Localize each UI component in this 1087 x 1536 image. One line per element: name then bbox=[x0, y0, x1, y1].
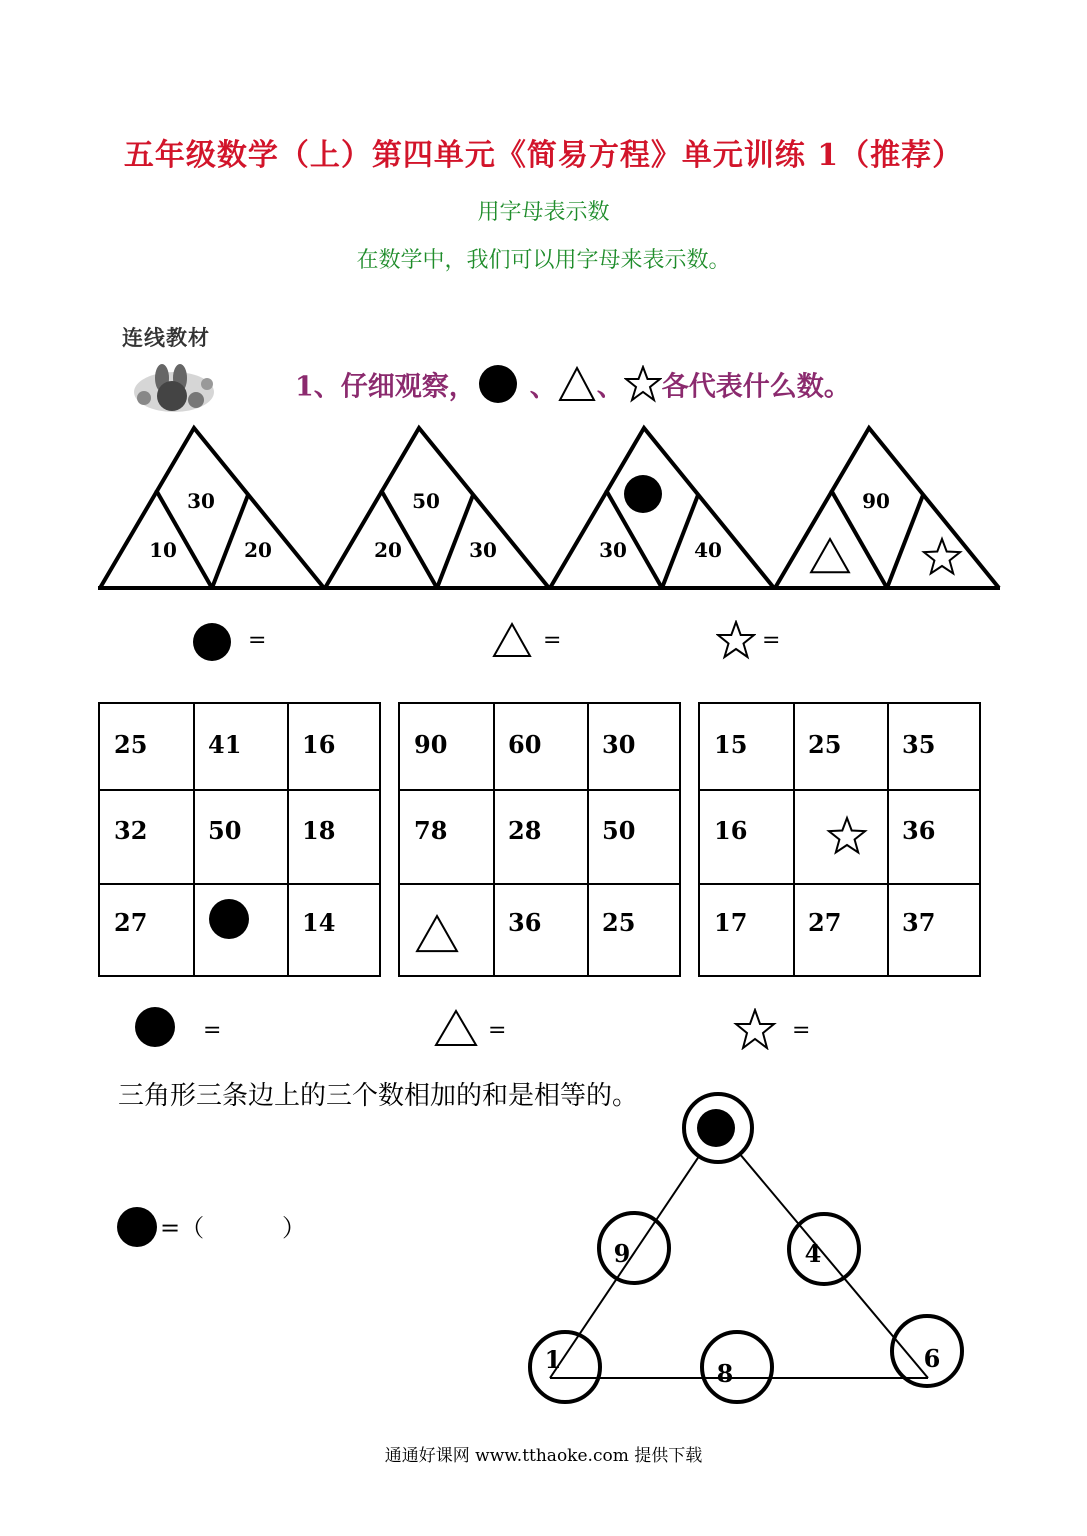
equals-sign: = bbox=[762, 628, 781, 653]
grid-cell: 37 bbox=[902, 908, 936, 937]
node-number: 4 bbox=[804, 1239, 822, 1268]
grid-cell: 36 bbox=[902, 816, 936, 845]
filled-circle-icon bbox=[476, 362, 520, 406]
number-node bbox=[789, 1214, 859, 1284]
triangle-icon bbox=[557, 364, 597, 404]
triangle-icon bbox=[433, 1008, 479, 1048]
node-number: 6 bbox=[923, 1344, 941, 1373]
grid-cell: 32 bbox=[114, 816, 148, 845]
star-icon bbox=[624, 365, 662, 403]
number-triangle bbox=[100, 428, 324, 588]
filled-circle-icon bbox=[115, 1205, 159, 1249]
grid-cell: 35 bbox=[902, 730, 936, 759]
intro-text: 在数学中，我们可以用字母来表示数。 bbox=[356, 248, 731, 273]
page-title: 五年级数学（上）第四单元《简易方程》单元训练 1（推荐） bbox=[123, 138, 964, 173]
number-grid bbox=[698, 702, 981, 977]
grid-cell: 90 bbox=[414, 730, 448, 759]
equals-sign: = bbox=[543, 628, 562, 653]
number-triangle bbox=[550, 428, 774, 588]
triangle-number: 30 bbox=[599, 538, 627, 562]
grid-cell: 28 bbox=[508, 816, 542, 845]
node-number: 1 bbox=[544, 1345, 562, 1374]
triangle-icon bbox=[811, 539, 849, 572]
number-triangle bbox=[325, 428, 549, 588]
grid-cell: 60 bbox=[508, 730, 542, 759]
answer-close: ） bbox=[282, 1214, 306, 1242]
grid-cell: 36 bbox=[508, 908, 542, 937]
equals-sign: = bbox=[488, 1018, 507, 1043]
grid-cell: 25 bbox=[114, 730, 148, 759]
number-node bbox=[530, 1332, 600, 1402]
grid-cell: 16 bbox=[714, 816, 748, 845]
number-node bbox=[599, 1213, 669, 1283]
star-icon bbox=[733, 1008, 777, 1050]
filled-circle-icon bbox=[133, 1005, 177, 1049]
grid-cell: 14 bbox=[302, 908, 336, 937]
triangle-number: 30 bbox=[469, 538, 497, 562]
question-1-suffix: 各代表什么数。 bbox=[661, 371, 851, 403]
equals-sign: = bbox=[203, 1018, 222, 1043]
filled-circle-icon bbox=[624, 475, 662, 513]
triangle-number: 40 bbox=[694, 538, 722, 562]
number-grid bbox=[398, 702, 681, 977]
node-number: 9 bbox=[613, 1239, 631, 1268]
separator: 、 bbox=[596, 371, 624, 403]
grid-cell: 15 bbox=[714, 730, 748, 759]
star-icon bbox=[716, 620, 756, 660]
grid-cell: 16 bbox=[302, 730, 336, 759]
separator: 、 bbox=[529, 371, 557, 403]
grid-cell: 27 bbox=[114, 908, 148, 937]
triangle-number: 90 bbox=[862, 489, 890, 513]
star-icon bbox=[829, 818, 865, 852]
answer-open: =（ bbox=[160, 1214, 205, 1242]
equals-sign: = bbox=[792, 1018, 811, 1043]
grid-cell: 25 bbox=[602, 908, 636, 937]
number-node bbox=[702, 1332, 772, 1402]
grid-cell: 50 bbox=[602, 816, 636, 845]
grid-cell: 27 bbox=[808, 908, 842, 937]
question-1-prefix: 1、仔细观察， bbox=[295, 371, 476, 403]
triangle-icon bbox=[490, 620, 534, 660]
filled-circle-icon bbox=[209, 899, 249, 939]
circle-triangle-diagram bbox=[520, 1088, 980, 1418]
footer-credit: 通通好课网 www.tthaoke.com 提供下载 bbox=[384, 1446, 703, 1466]
node-number: 8 bbox=[716, 1359, 734, 1388]
triangle-number: 10 bbox=[149, 538, 177, 562]
filled-circle-icon bbox=[697, 1109, 735, 1147]
triangle-number: 30 bbox=[187, 489, 215, 513]
question-1 bbox=[295, 362, 851, 406]
section-subtitle: 用字母表示数 bbox=[477, 200, 610, 225]
grid-cell: 17 bbox=[714, 908, 748, 937]
grid-cell: 30 bbox=[602, 730, 636, 759]
triangle-number: 20 bbox=[244, 538, 272, 562]
number-grid bbox=[98, 702, 381, 977]
equals-sign: = bbox=[248, 628, 267, 653]
grid-cell: 25 bbox=[808, 730, 842, 759]
logo-label: 连线教材 bbox=[122, 325, 210, 350]
grid-cell: 50 bbox=[208, 816, 242, 845]
filled-circle-icon bbox=[190, 620, 234, 664]
triangle-puzzle bbox=[0, 420, 1087, 600]
grid-cell: 18 bbox=[302, 816, 336, 845]
question-2-statement: 三角形三条边上的三个数相加的和是相等的。 bbox=[118, 1081, 639, 1111]
triangle-number: 20 bbox=[374, 538, 402, 562]
star-icon bbox=[924, 539, 960, 573]
number-triangle bbox=[775, 428, 999, 588]
triangle-number: 50 bbox=[412, 489, 440, 513]
triangle-icon bbox=[417, 916, 457, 951]
grid-cell: 41 bbox=[208, 730, 242, 759]
grid-cell: 78 bbox=[414, 816, 448, 845]
